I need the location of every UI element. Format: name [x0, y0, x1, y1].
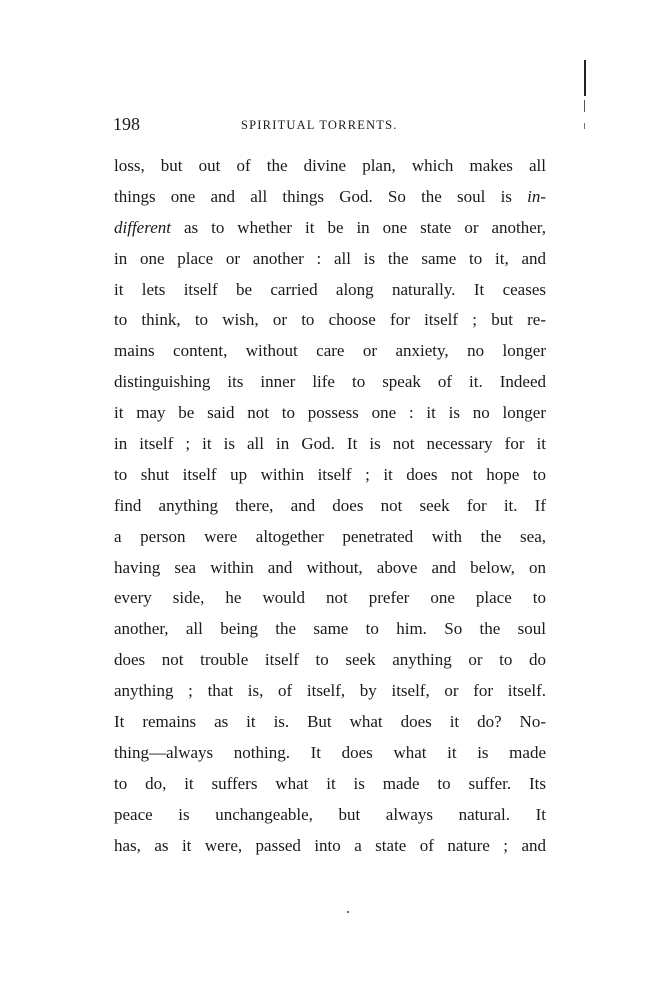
margin-rule-mark — [584, 60, 586, 96]
text-line: having sea within and without, above and below, on — [114, 557, 546, 577]
text-line: peace is unchangeable, but always natural. It — [114, 804, 546, 824]
text-line: it may be said not to possess one : it is no longer — [114, 403, 546, 423]
text-line: does not trouble itself to seek anything or to do — [114, 650, 546, 670]
text-line: it lets itself be carried along naturally. It ceases — [114, 279, 546, 299]
text-line — [114, 182, 546, 213]
text-line: anything ; that is, of itself, by itself, or for itself. — [114, 681, 546, 701]
text-line: another, all being the same to him. So the soul — [114, 619, 546, 639]
text-line: loss, but out of the divine plan, which makes all — [114, 156, 546, 175]
italic-word: different — [114, 217, 171, 237]
text-line: every side, he would not prefer one place to — [114, 588, 546, 608]
margin-rule-mark — [584, 123, 585, 129]
print-speck — [347, 911, 349, 913]
text-line: mains content, without care or anxiety, no longer — [114, 341, 546, 361]
text-line — [114, 213, 546, 244]
text-segment: as to whether it be in one state or another, — [183, 217, 546, 237]
running-title: SPIRITUAL TORRENTS. — [241, 118, 398, 132]
text-line: has, as it were, passed into a state of nature ; and — [114, 835, 546, 855]
text-line: thing—always nothing. It does what it is made — [114, 742, 546, 762]
text-line: distinguishing its inner life to speak of it. Indeed — [114, 372, 546, 392]
text-line: It remains as it is. But what does it do? No- — [114, 712, 546, 732]
text-line: find anything there, and does not seek for it. If — [114, 495, 546, 515]
text-line: in one place or another : all is the same to it, and — [114, 248, 546, 268]
text-segment: things one and all things God. So the soul is — [114, 186, 512, 206]
italic-word: in- — [527, 186, 546, 206]
text-line: in itself ; it is all in God. It is not necessary for it — [114, 434, 546, 454]
text-line: to shut itself up within itself ; it does not hope to — [114, 464, 546, 484]
body-text — [114, 151, 546, 861]
page-number: 198 — [113, 114, 140, 134]
text-line: to think, to wish, or to choose for itself ; but re- — [114, 310, 546, 330]
margin-rule-mark — [584, 100, 585, 112]
text-line: a person were altogether penetrated with the sea, — [114, 526, 546, 546]
text-line: to do, it suffers what it is made to suffer. Its — [114, 773, 546, 793]
